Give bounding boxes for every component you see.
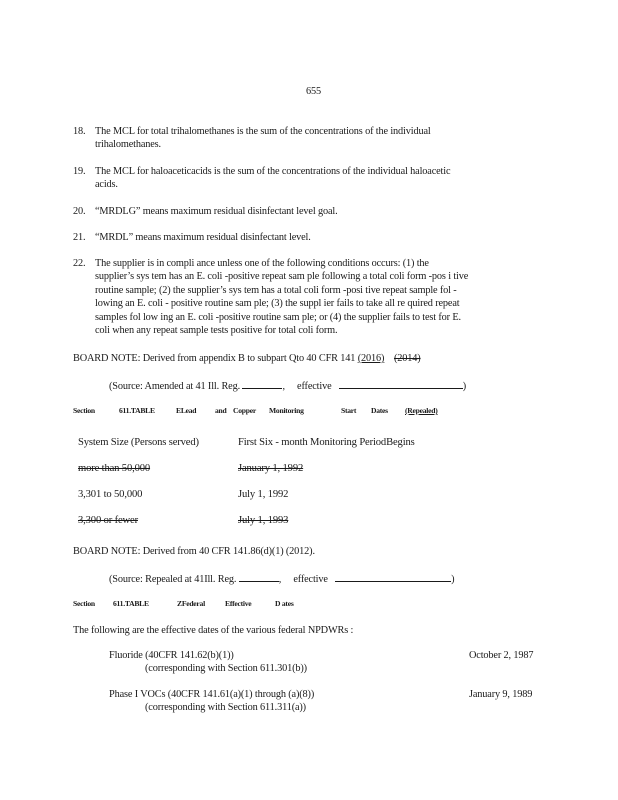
item-line: “MRDL” means maximum residual disinfectant level. (95, 232, 311, 243)
section-label: Section (73, 406, 95, 415)
comma: , (282, 381, 285, 392)
list-item-22 (73, 257, 553, 339)
section-heading-2 (73, 599, 373, 611)
item-line: supplier’s sys tem has an E. coli -positive repeat sam ple following a total coli form -pos i tive (95, 271, 469, 283)
list-item-line: (corresponding with Section 611.311(a)) (145, 702, 306, 713)
effective-date: January 9, 1989 (469, 689, 533, 700)
item-line: “MRDLG” means maximum residual disinfectant level goal. (95, 206, 338, 217)
list-item-line: Phase I VOCs (40CFR 141.61(a)(1) through (a)(8)) (109, 689, 315, 700)
table-cell: July 1, 1993 (238, 515, 289, 526)
table-label: 611.TABLE (119, 406, 155, 415)
page-number: 655 (306, 86, 321, 97)
table-header-right: First Six - month Monitoring PeriodBegins (238, 437, 415, 448)
table-header-left: System Size (Persons served) (78, 437, 199, 448)
item-number: 22. (73, 258, 86, 269)
item-line: trihalomethanes. (95, 139, 161, 151)
heading-word: Start (341, 406, 357, 415)
source-text: (Source: Amended at 41 Ill. Reg. (109, 381, 241, 392)
item-line: lowing an E. coli - positive routine sam ple; (3) the suppl ier fails to take all re quired repeat (95, 298, 460, 310)
heading-word: Dates (371, 406, 388, 415)
list-item-18 (73, 125, 553, 153)
table-cell: January 1, 1992 (238, 463, 304, 474)
table-cell: 3,301 to 50,000 (78, 489, 143, 500)
inserted-citation: (2016) (357, 353, 385, 364)
table-cell: more than 50,000 (78, 463, 151, 474)
heading-word: ZFederal (177, 599, 205, 608)
repealed-marker: (Repealed) (405, 406, 438, 415)
heading-word: and (215, 406, 227, 415)
item-number: 18. (73, 126, 86, 137)
item-number: 21. (73, 232, 86, 243)
item-line: coli when any repeat sample tests positive for total coli form. (95, 325, 338, 337)
reg-page-blank (239, 571, 279, 582)
heading-word: D ates (275, 599, 294, 608)
board-note-1 (73, 352, 421, 366)
table-cell: July 1, 1992 (238, 489, 289, 500)
section-heading-1 (73, 406, 473, 418)
board-note-text: BOARD NOTE: Derived from appendix B to subpart Qto 40 CFR 141 (73, 353, 358, 364)
comma: , (278, 574, 282, 585)
effective-date-blank (335, 571, 451, 582)
heading-word: Monitoring (269, 406, 304, 415)
heading-word: Effective (225, 599, 252, 608)
list-item-line: Fluoride (40CFR 141.62(b)(1)) (109, 650, 234, 661)
list-item-20 (73, 205, 553, 219)
list-item-line: (corresponding with Section 611.301(b)) (145, 663, 307, 674)
item-line: routine sample; (2) the supplier’s sys tem has a total coli form -posi tive repeat sample fol - (95, 284, 457, 296)
item-line: The MCL for total trihalomethanes is the sum of the concentrations of the individual (95, 126, 431, 137)
section-label: Section (73, 599, 95, 608)
item-line: The MCL for haloaceticacids is the sum of the concentrations of the individual haloacetic (95, 166, 451, 177)
heading-word: Copper (233, 406, 256, 415)
heading-word: ELead (176, 406, 197, 415)
item-line: acids. (95, 179, 118, 191)
table-label: 611.TABLE (113, 599, 149, 608)
close-paren: ) (451, 574, 455, 585)
source-note-1 (109, 378, 466, 394)
board-note-2: BOARD NOTE: Derived from 40 CFR 141.86(d)(1) (2012). (73, 546, 315, 557)
item-line: samples fol low ing an E. coli -positive routine sam ple; or (4) the supplier fails to test for E. (95, 311, 461, 323)
effective-date: October 2, 1987 (469, 650, 534, 661)
deleted-citation: (2014) (393, 353, 421, 364)
item-line: The supplier is in compli ance unless one of the following conditions occurs: (1) the (95, 258, 429, 269)
effective-date-blank (339, 378, 463, 389)
list-item-19 (73, 165, 553, 193)
list-item-21 (73, 231, 553, 245)
reg-page-blank (242, 378, 282, 389)
table-cell: 3,300 or fewer (78, 515, 138, 526)
item-number: 20. (73, 206, 86, 217)
close-paren: ) (462, 381, 467, 392)
effective-label: effective (297, 381, 332, 392)
source-text: (Source: Repealed at 41Ill. Reg. (109, 574, 237, 585)
effective-label: effective (293, 574, 328, 585)
item-number: 19. (73, 166, 86, 177)
source-note-2 (109, 571, 454, 587)
intro-line: The following are the effective dates of the various federal NPDWRs : (73, 625, 354, 636)
